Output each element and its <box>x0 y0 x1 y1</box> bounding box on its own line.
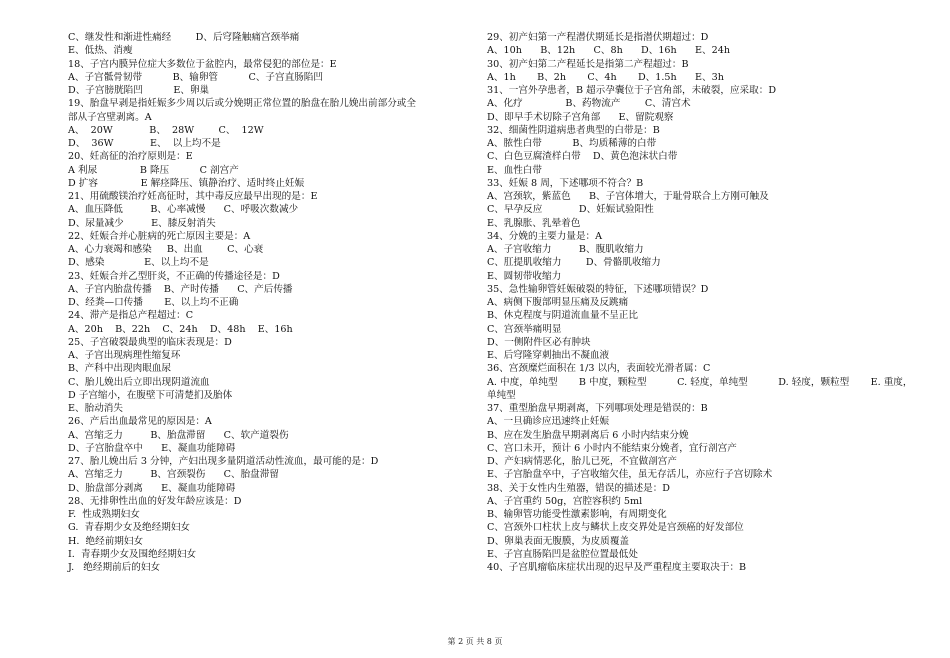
text-line: A、宫缩乏力 B、胎盘滞留 C、软产道裂伤 <box>68 429 289 441</box>
text-line: 38、关于女性内生殖器，错误的描述是：D <box>487 482 670 494</box>
text-line: D 扩容 E 解痉降压、镇静治疗、适时终止妊娠 <box>68 177 305 189</box>
text-line: B、应在发生胎盘早期剥离后 6 小时内结束分娩 <box>487 429 689 441</box>
text-line: 31、一宫外孕患者，B 超示孕囊位于子宫角部，未破裂，应采取：D <box>487 85 777 96</box>
text-line: I. 青春期少女及围绝经期妇女 <box>68 548 197 560</box>
text-line: 37、重型胎盘早期剥离，下列哪项处理是错误的：B <box>487 403 708 414</box>
text-line: C、胎儿娩出后立即出现阴道流血 <box>68 376 210 388</box>
text-line: A、子宫出现病理性缩复环 <box>68 350 181 361</box>
text-line: A、1h B、2h C、4h D、1.5h E、3h <box>487 71 724 83</box>
text-line: E、低热、消瘦 <box>68 45 133 57</box>
text-line: 29、初产妇第一产程潜伏期延长是指潜伏期超过：D <box>487 32 709 43</box>
text-line: H. 绝经前期妇女 <box>68 535 144 547</box>
text-line: E、子宫胎盘卒中，子宫收缩欠佳，虽无存活儿，亦应行子宫切除术 <box>487 469 773 481</box>
left-column <box>68 31 488 574</box>
text-line: 19、胎盘早剥是指妊娠多少周以后或分娩期正常位置的胎盘在胎儿娩出前部分或全 <box>68 98 416 110</box>
text-line: A. 中度，单纯型 B 中度，颗粒型 C. 轻度，单纯型 D. 轻度，颗粒型 E. 重度， <box>487 376 913 388</box>
text-line: 32、细菌性阴道病患者典型的白带是：B <box>487 124 660 136</box>
text-line: A、宫缩乏力 B、宫颈裂伤 C、胎盘滞留 <box>68 469 279 481</box>
text-line: E、血性白带 <box>487 164 542 176</box>
text-line: C、宫口未开，预计 6 小时内不能结束分娩者，宜行剖宫产 <box>487 442 737 454</box>
text-line: A、血压降低 B、心率减慢 C、呼吸次数减少 <box>68 204 299 216</box>
text-line: A、脓性白带 B、均质稀薄的白带 <box>487 138 657 149</box>
text-line: D、经粪—口传播 E、以上均不正确 <box>68 297 239 308</box>
text-line: D、卵巢表面无腹膜，为皮质覆盖 <box>487 535 630 547</box>
text-line: 34、分娩的主要力量是：A <box>487 230 603 242</box>
text-line: A、 20W B、 28W C、 12W <box>68 124 264 136</box>
text-line: 22、妊娠合并心脏病的死亡原因主要是：A <box>68 230 251 242</box>
text-line: 27、胎儿娩出后 3 分钟，产妇出现多量阴道活动性流血，最可能的是：D <box>68 456 379 467</box>
text-line: 36、宫颈糜烂面积在 1/3 以内，表面较光滑者属：C <box>487 363 711 375</box>
text-line: A、子宫骶骨韧带 B、输卵管 C、子宫直肠陷凹 <box>68 71 323 83</box>
text-line: E、乳腺胀、乳晕着色 <box>487 217 581 229</box>
text-line: A、10h B、12h C、8h D、16h E、24h <box>487 45 731 57</box>
text-line: J. 绝经期前后的妇女 <box>68 562 161 573</box>
text-line: A、一旦确诊应迅速终止妊娠 <box>487 416 610 428</box>
text-line: E、后穹隆穿刺抽出不凝血液 <box>487 350 610 361</box>
text-line: E、子宫直肠陷凹是盆腔位置最低处 <box>487 548 638 560</box>
page-footer: 第 2 页 共 8 页 <box>447 637 503 646</box>
text-line: D、 36W E、 以上均不是 <box>68 138 221 149</box>
text-line: E、圆韧带收缩力 <box>487 270 562 282</box>
text-line: A、病侧下腹部明显压痛及反跳痛 <box>487 297 629 308</box>
text-line: 30、初产妇第二产程延长是指第二产程超过：B <box>487 58 689 70</box>
text-line: D、一侧附件区必有肿块 <box>487 336 591 348</box>
text-line: D、子宫膀胱陷凹 E、卵巢 <box>68 85 210 96</box>
text-line: B、输卵管功能受性激素影响，有周期变化 <box>487 509 667 520</box>
text-line: 25、子宫破裂最典型的临床表现是：D <box>68 336 232 348</box>
text-line: 28、无排卵性出血的好发年龄应该是：D <box>68 495 242 507</box>
text-line: C、肛提肌收缩力 D、骨骼肌收缩力 <box>487 257 661 269</box>
text-line: D、尿量减少 E、膝反射消失 <box>68 217 216 229</box>
text-line: A、子宫收缩力 B、腹肌收缩力 <box>487 244 644 255</box>
text-line: C、继发性和渐进性痛经 D、后穹隆触痛宫颈举痛 <box>68 32 300 43</box>
text-line: 23、妊娠合并乙型肝炎，不正确的传播途径是：D <box>68 270 280 282</box>
text-line: B、休克程度与阴道流血量不呈正比 <box>487 310 638 322</box>
text-line: 20、妊高征的治疗原则是：E <box>68 151 193 163</box>
text-line: C、宫颈举痛明显 <box>487 323 562 335</box>
text-line: F. 性成熟期妇女 <box>68 509 140 520</box>
text-line: 18、子宫内膜异位症大多数位于盆腔内，最常侵犯的部位是：E <box>68 58 337 70</box>
text-line: A、化疗 B、药物流产 C、清宫术 <box>487 98 691 110</box>
text-line: 部从子宫壁剥离。A <box>68 111 152 123</box>
text-line: A、心力衰竭和感染 B、出血 C、心衰 <box>68 244 264 255</box>
text-line: D、子宫胎盘卒中 E、凝血功能障碍 <box>68 442 236 454</box>
text-line: 24、滞产是指总产程超过：C <box>68 310 194 322</box>
text-line: D、感染 E、以上均不是 <box>68 257 209 269</box>
text-line: C、早孕反应 D、妊娠试验阳性 <box>487 204 654 216</box>
text-line: B、产科中出现肉眼血尿 <box>68 363 171 375</box>
text-line: D、产妇病情恶化，胎儿已死，不宜做剖宫产 <box>487 456 677 467</box>
text-line: 单纯型 <box>487 389 516 401</box>
text-line: 40、子宫肌瘤临床症状出现的迟早及严重程度主要取决于：B <box>487 562 747 573</box>
text-line: C、白色豆腐渣样白带 D、黄色泡沫状白带 <box>487 151 678 163</box>
text-line: D、胎盘部分剥离 E、凝血功能障碍 <box>68 482 236 494</box>
text-line: C、宫颈外口柱状上皮与鳞状上皮交界处是宫颈癌的好发部位 <box>487 522 744 534</box>
text-line: E、胎动消失 <box>68 403 123 414</box>
text-line: A 利尿 B 降压 C 剖宫产 <box>68 164 239 176</box>
text-line: D 子宫缩小，在腹壁下可清楚扪及胎体 <box>68 389 233 401</box>
right-column <box>487 31 927 574</box>
text-line: D、即早手术切除子宫角部 E、留院观察 <box>487 111 674 123</box>
text-line: A、宫颈软，紫蓝色 B、子宫体增大，于耻骨联合上方刚可触及 <box>487 191 769 202</box>
text-line: 21、用硫酸镁治疗妊高征时，其中毒反应最早出现的是：E <box>68 191 318 202</box>
text-line: 26、产后出血最常见的原因是：A <box>68 416 212 428</box>
text-line: A、子宫重约 50g，宫腔容积约 5ml <box>487 495 643 507</box>
text-line: G. 青春期少女及绝经期妇女 <box>68 522 191 534</box>
text-line: 35、急性输卵管妊娠破裂的特征，下述哪项错误？D <box>487 283 709 295</box>
text-line: A、子宫内胎盘传播 B、产时传播 C、产后传播 <box>68 283 293 295</box>
text-line: 33、妊娠 8 周，下述哪项不符合？B <box>487 177 644 189</box>
text-line: A、20h B、22h C、24h D、48h E、16h <box>68 323 293 335</box>
